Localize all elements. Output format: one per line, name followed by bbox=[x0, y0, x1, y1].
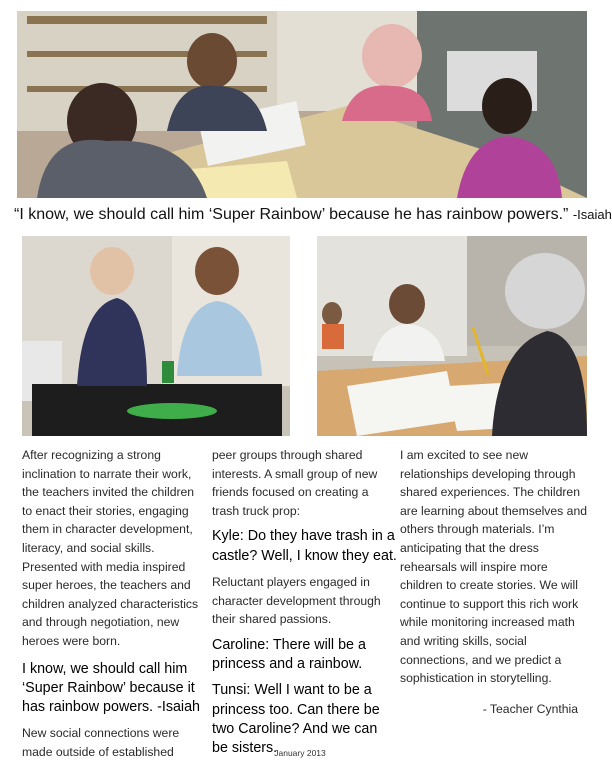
quote-isaiah: I know, we should call him ‘Super Rainbow’ because it has rainbow powers. -Isaiah bbox=[22, 660, 201, 716]
headline-attribution: -Isaiah bbox=[572, 207, 612, 222]
quote-tunsi: Tunsi: Well I want to be a princess too. Can there be two Caroline? And we can be sisters. bbox=[212, 682, 380, 757]
photo-classroom-table bbox=[17, 11, 587, 198]
quote-caroline: Caroline: There will be a princess and a rainbow. bbox=[212, 636, 366, 673]
footer-date: January 2013 bbox=[274, 748, 326, 758]
paragraph-social-connections: New social connections were made outside of established bbox=[22, 726, 180, 760]
headline-quote-text: “I know, we should call him ‘Super Rainbow’ because he has rainbow powers.” bbox=[14, 206, 569, 223]
text-column-1 bbox=[22, 446, 202, 762]
headline-quote bbox=[14, 205, 612, 225]
paragraph-reflection: I am excited to see new relationships developing through shared experiences. The children are learning about themselves and others through materials. I’m anticipating that the dress rehearsals will inspire more children to create stories. We will continue to support this rich work while monitoring increased math and writing skills, social connections, and we predict a sophistication in storytelling. bbox=[400, 448, 587, 686]
photo-painting-activity bbox=[22, 236, 290, 436]
text-column-2 bbox=[212, 446, 397, 759]
text-column-3 bbox=[400, 446, 588, 716]
paragraph-peer-groups: peer groups through shared interests. A small group of new friends focused on creating a trash truck prop: bbox=[212, 448, 378, 518]
paragraph-intro: After recognizing a strong inclination to narrate their work, the teachers invited the children to enact their stories, engaging them in character development, literacy, and social skills. Presented with media inspired super heroes, the teachers and children analyzed characteristics and through negotiation, new heroes were born. bbox=[22, 448, 199, 648]
paragraph-reluctant-players: Reluctant players engaged in character development through their shared passions. bbox=[212, 574, 381, 627]
photo-writing-activity bbox=[317, 236, 587, 436]
signature: - Teacher Cynthia bbox=[482, 701, 578, 716]
quote-kyle: Kyle: Do they have trash in a castle? Well, I know they eat. bbox=[212, 528, 397, 564]
